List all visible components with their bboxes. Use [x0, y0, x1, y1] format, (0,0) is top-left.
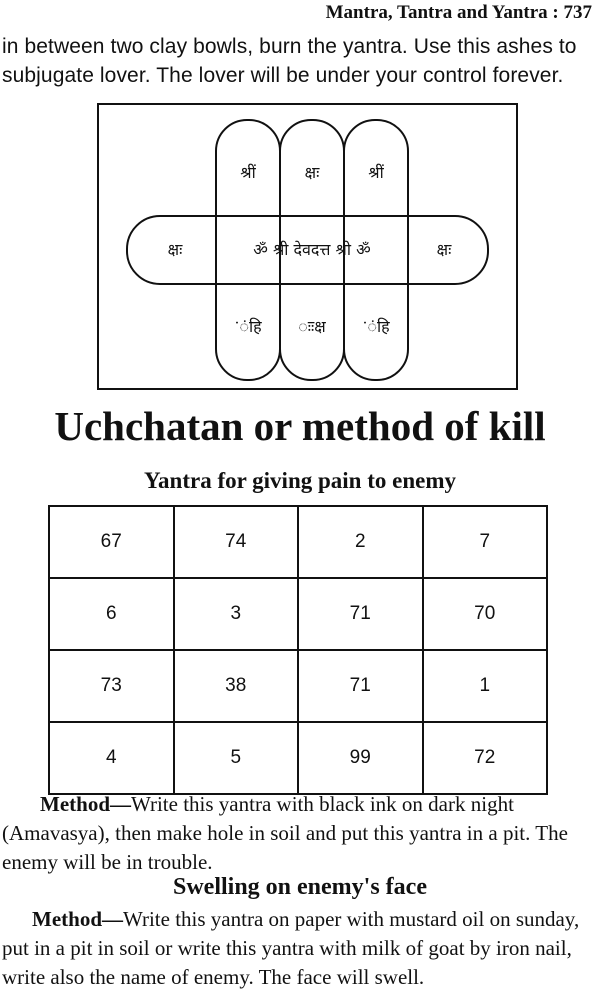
table-title: Yantra for giving pain to enemy	[144, 468, 456, 493]
table-cell: 4	[49, 722, 174, 794]
table-cell: 74	[174, 506, 299, 578]
table-cell: 1	[423, 650, 548, 722]
intro-paragraph	[2, 32, 594, 90]
method-label: Method—	[40, 792, 131, 816]
yantra-middle-left: क्षः	[167, 240, 183, 259]
table-row	[49, 722, 547, 794]
yantra-bottom-center: ःःक्ष	[298, 317, 326, 336]
table-cell: 70	[423, 578, 548, 650]
table-cell: 38	[174, 650, 299, 722]
table-cell: 73	[49, 650, 174, 722]
table-row	[49, 506, 547, 578]
yantra-top-right: श्रीं	[368, 163, 384, 182]
love-yantra-diagram	[97, 103, 518, 390]
table-cell: 67	[49, 506, 174, 578]
section-title: Uchchatan or method of kill	[54, 403, 546, 449]
yantra-middle-right: क्षः	[436, 240, 452, 259]
method-paragraph-1	[2, 790, 594, 877]
table-cell: 99	[298, 722, 423, 794]
method-label: Method—	[32, 907, 123, 931]
intro-line-1: in between two clay bowls, burn the yantra. Use this ashes to	[2, 35, 577, 58]
table-cell: 3	[174, 578, 299, 650]
yantra-bottom-right: ॱंहि	[362, 317, 390, 336]
yantra-middle-center: ॐ श्री देवदत्त श्री ॐ	[253, 240, 371, 259]
table-cell: 71	[298, 650, 423, 722]
table-row	[49, 578, 547, 650]
yantra-top-center: क्षः	[304, 163, 320, 182]
method-paragraph-2	[2, 905, 594, 992]
table-cell: 7	[423, 506, 548, 578]
running-header: Mantra, Tantra and Yantra : 737	[325, 2, 592, 23]
subsection-title: Swelling on enemy's face	[173, 874, 427, 900]
pain-yantra-table	[48, 505, 548, 795]
yantra-bottom-left: ॱंहि	[234, 317, 262, 336]
table-cell: 6	[49, 578, 174, 650]
table-cell: 72	[423, 722, 548, 794]
method-text: Write this yantra with black ink on dark night (Amavasya), then make hole in soil and put this yantra in a pit. The enemy will be in trouble.	[2, 792, 568, 874]
intro-line-2: subjugate lover. The lover will be under your control forever.	[2, 64, 564, 87]
table-cell: 2	[298, 506, 423, 578]
table-cell: 71	[298, 578, 423, 650]
table-cell: 5	[174, 722, 299, 794]
method-text: Write this yantra on paper with mustard oil on sunday, put in a pit in soil or write this yantra with milk of goat by iron nail, write also the name of enemy. The face will swell.	[2, 907, 580, 989]
yantra-top-left: श्रीं	[240, 163, 256, 182]
table-row	[49, 650, 547, 722]
